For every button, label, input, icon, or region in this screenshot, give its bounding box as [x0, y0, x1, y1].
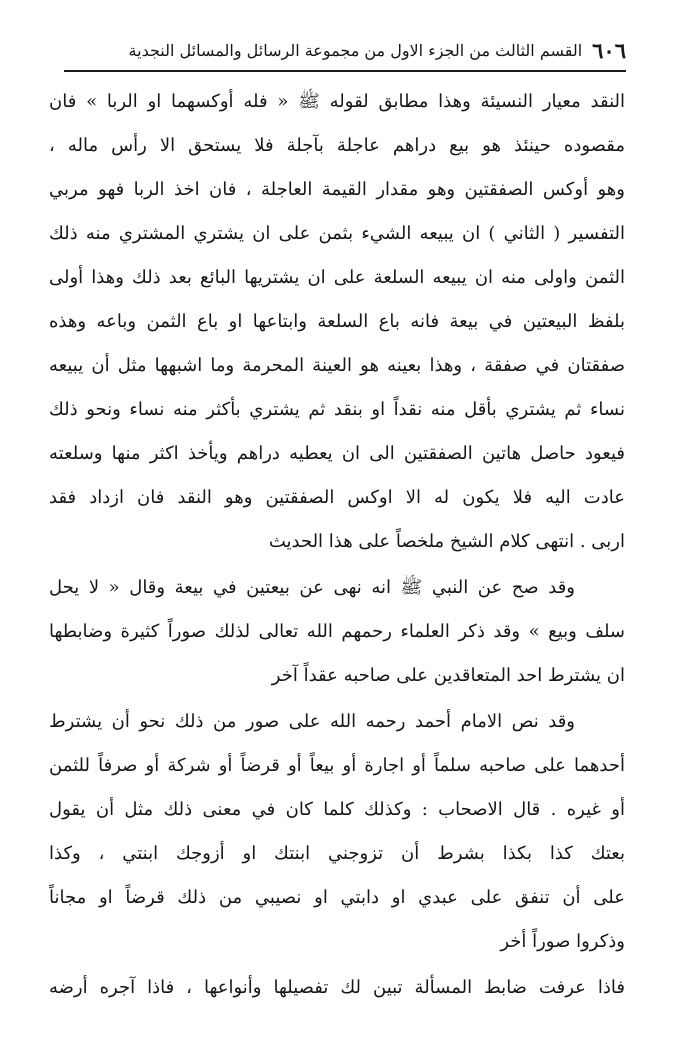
text-line: سلف وبيع » وقد ذكر العلماء رحمهم الله تعالى لذلك صوراً كثيرة وضابطها: [49, 621, 625, 642]
text-line: أو غيره . قال الاصحاب : وكذلك كلما كان في معنى ذلك مثل أن يقول: [49, 799, 625, 820]
text-line: التفسير ( الثاني ) ان يبيعه الشيء بثمن على ان يشتري المشتري منه ذلك: [49, 223, 625, 244]
text-line: فيعود حاصل هاتين الصفقتين الى ان يعطيه دراهم ويأخذ اكثر منها وسلعته: [49, 443, 625, 464]
text-line: على أن تنفق على عبدي او دابتي او نصيبي من ذلك قرضاً او مجاناً: [49, 887, 625, 908]
text-line: وهو أوكس الصفقتين وهو مقدار القيمة العاجلة ، فان اخذ الربا فهو مربي: [49, 179, 625, 200]
text-line: بلفظ البيعتين في بيعة فانه باع السلعة وابتاعها او باع الثمن وباعه وهذه: [49, 311, 625, 332]
text-line: مقصوده حينئذ هو بيع دراهم عاجلة بآجلة فلا يستحق الا رأس ماله ،: [49, 135, 625, 156]
text-line: وقد صح عن النبي ﷺ انه نهى عن بيعتين في بيعة وقال « لا يحل: [49, 577, 575, 598]
text-line: بعتك كذا بكذا بشرط أن تزوجني ابنتك او أزوجك ابنتي ، وكذا: [49, 843, 625, 864]
text-line: نساء ثم يشتري بأقل منه نقداً او بنقد ثم يشتري بأكثر منه نساء ونحو ذلك: [49, 399, 625, 420]
page-number: ٦٠٦: [592, 37, 626, 63]
text-line: الثمن واولى منه ان يبيعه السلعة على ان يشتريها البائع بعد ذلك وهذا أولى: [49, 267, 625, 288]
text-line: عادت اليه فلا يكون له الا اوكس الصفقتين وهو النقد فان ازداد فقد: [49, 487, 625, 508]
running-header: [64, 34, 626, 66]
text-line: فاذا عرفت ضابط المسألة تبين لك تفصيلها وأنواعها ، فاذا آجره أرضه: [49, 977, 625, 998]
text-line: ان يشترط احد المتعاقدين على صاحبه عقداً آخر: [271, 665, 625, 686]
text-line: وذكروا صوراً أخر: [500, 931, 625, 952]
text-line: صفقتان في صفقة ، وهذا بعينه هو العينة المحرمة وما اشبهها مثل أن يبيعه: [49, 355, 625, 376]
running-title: القسم الثالث من الجزء الاول من مجموعة الرسائل والمسائل النجدية: [128, 40, 583, 60]
text-line: وقد نص الامام أحمد رحمه الله على صور من ذلك نحو أن يشترط: [49, 711, 575, 732]
text-line: اربى . انتهى كلام الشيخ ملخصاً على هذا الحديث: [268, 531, 625, 552]
header-rule: [64, 70, 626, 72]
text-line: النقد معيار النسيئة وهذا مطابق لقوله ﷺ « فله أوكسهما او الربا » فان: [49, 91, 625, 112]
text-line: أحدهما على صاحبه سلماً أو اجارة أو بيعاً أو قرضاً أو شركة أو صرفاً للثمن: [49, 755, 625, 776]
